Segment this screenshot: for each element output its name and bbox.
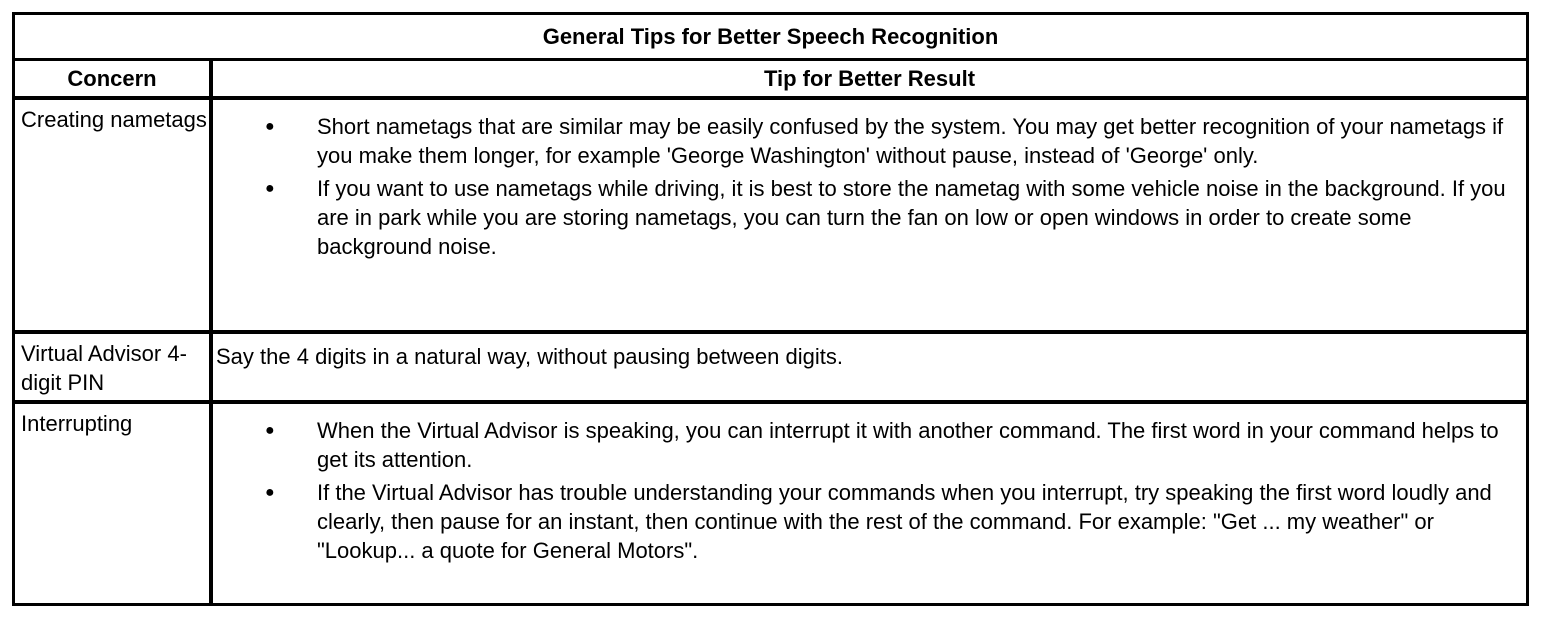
tip-cell (213, 100, 1526, 330)
tip-text: Short nametags that are similar may be easily confused by the system. You may get better recognition of your nametags if you make them longer, for example 'George Washington' without pause, instead of 'George' only. (317, 114, 1504, 168)
bullet-icon: ● (265, 484, 275, 501)
table-title: General Tips for Better Speech Recognition (15, 15, 1526, 61)
tip-cell (213, 334, 1526, 400)
tip-text: If the Virtual Advisor has trouble understanding your commands when you interrupt, try speaking the first word loudly and clearly, then pause for an instant, then continue with the rest of the command. For example: "Get ... my weather" or "Lookup... a quote for General Motors". (317, 480, 1492, 563)
tip-list (213, 404, 1526, 565)
header-row (15, 61, 1526, 100)
tip-cell (213, 404, 1526, 603)
bullet-icon: ● (265, 422, 275, 439)
tip-list (213, 100, 1526, 261)
tip-text: If you want to use nametags while driving, it is best to store the nametag with some vehicle noise in the background. If you are in park while you are storing nametags, you can turn the fan on low or open windows in order to create some background noise. (317, 176, 1506, 259)
concern-cell: Interrupting (15, 404, 213, 603)
table-row (15, 334, 1526, 404)
bullet-icon: ● (265, 180, 275, 197)
tip-text: Say the 4 digits in a natural way, without pausing between digits. (216, 344, 843, 369)
concern-cell: Creating nametags (15, 100, 213, 330)
tips-table (12, 12, 1529, 606)
tip-item (213, 112, 1510, 170)
table-row (15, 100, 1526, 334)
tip-item (213, 416, 1510, 474)
tip-text: When the Virtual Advisor is speaking, you can interrupt it with another command. The first word in your command helps to get its attention. (317, 418, 1499, 472)
header-concern: Concern (15, 61, 213, 96)
concern-cell: Virtual Advisor 4-digit PIN (15, 334, 213, 400)
tip-item (213, 174, 1510, 261)
table-row (15, 404, 1526, 603)
tip-item (213, 478, 1510, 565)
header-tip: Tip for Better Result (763, 65, 976, 91)
bullet-icon: ● (265, 118, 275, 135)
